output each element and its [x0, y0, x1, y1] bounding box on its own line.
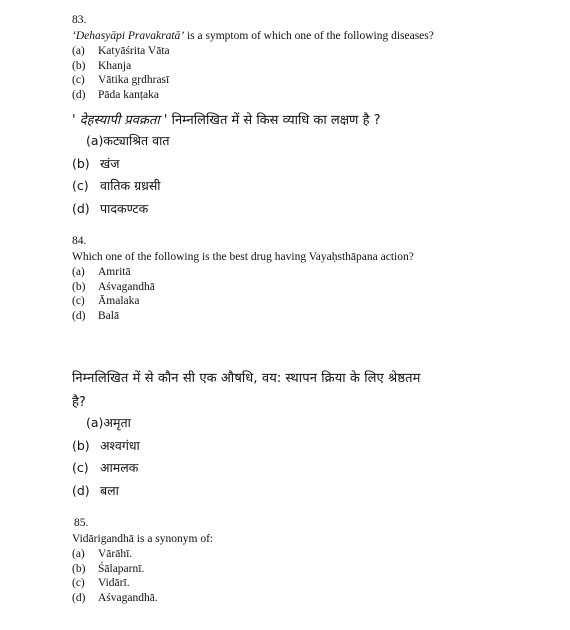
hindi-option-a: (a)कट्याश्रित वात	[86, 133, 170, 148]
option-a: (a) Vārāhī.	[72, 548, 133, 560]
hindi-question-83	[72, 110, 552, 128]
hindi-option-b: (b) खंज	[72, 156, 120, 171]
question-text: Which one of the following is the best drug having Vayaḥsthāpana action?	[72, 250, 414, 263]
hindi-question-84-line2: है?	[72, 395, 86, 410]
hindi-option-d: (d) पादकण्टक	[72, 201, 149, 216]
hindi-option-c: (c) आमलक	[72, 460, 139, 475]
option-b: (b) Śālaparnī.	[72, 562, 145, 575]
option-c: (c) Vidārī.	[72, 577, 130, 590]
hindi-question-term: ' देहस्यापी प्रवक्रता '	[72, 113, 168, 128]
question-83	[72, 13, 552, 103]
hindi-question-rest: निम्नलिखित में से किस व्याधि का लक्षण है ?	[167, 113, 381, 128]
hindi-option-c: (c) वातिक ग्रध्रसी	[72, 178, 161, 193]
question-number: 85.	[74, 517, 89, 529]
question-number: 84.	[72, 235, 87, 247]
option-c: (c) Vātika gṛdhrasī	[72, 74, 170, 87]
option-d: (d) Pāda kanṭaka	[72, 89, 159, 102]
question-84	[72, 234, 552, 324]
question-number: 83.	[72, 14, 87, 26]
hindi-option-a: (a)अमृता	[86, 415, 131, 430]
option-a: (a) Amritā	[72, 266, 131, 278]
option-d: (d) Balā	[72, 310, 120, 323]
option-b: (b) Khanja	[72, 59, 132, 72]
option-a: (a) Katyāśrita Vāta	[72, 45, 170, 57]
hindi-question-84-line1: निम्नलिखित में से कौन सी एक औषधि, वय: स्थापन क्रिया के लिए श्रेष्ठतम	[72, 371, 421, 386]
hindi-option-b: (b) अश्वगंधा	[72, 438, 140, 453]
question-text	[72, 29, 552, 45]
question-term: ‘Dehasyāpi Pravakratā’	[72, 29, 185, 42]
option-b: (b) Aśvagandhā	[72, 280, 155, 293]
hindi-option-d: (d) बला	[72, 483, 119, 498]
question-text: Vidārigandhā is a synonym of:	[72, 532, 214, 545]
question-text-rest: is a symptom of which one of the following diseases?	[184, 29, 434, 42]
option-d: (d) Aśvagandhā.	[72, 592, 158, 605]
option-c: (c) Āmalaka	[72, 295, 140, 308]
question-85	[72, 516, 552, 606]
